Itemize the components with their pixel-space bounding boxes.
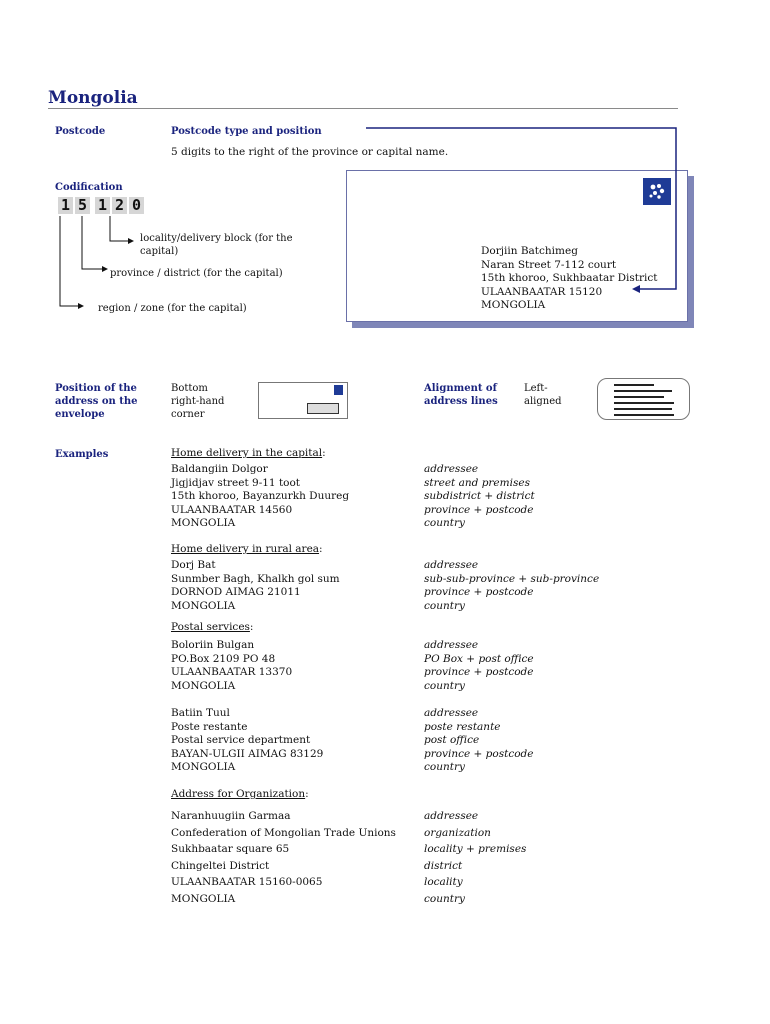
org-heading: Address for Organization: — [171, 788, 309, 800]
postcode-type-label: Postcode type and position — [171, 126, 322, 137]
envelope-line: ULAANBAATAR 15120 — [481, 285, 603, 298]
title-rule — [48, 108, 678, 109]
codification-connectors — [50, 214, 350, 314]
digit-2: 5 — [75, 197, 90, 214]
postcode-label: Postcode — [55, 126, 106, 137]
locality-note-1: locality/delivery block (for the — [140, 233, 293, 244]
digit-5: 0 — [129, 197, 144, 214]
locality-note-2: capital) — [140, 246, 179, 257]
mini-address-icon — [307, 403, 339, 414]
org-notes: addressee organization locality + premises district locality country — [424, 810, 527, 905]
digit-3: 1 — [95, 197, 110, 214]
region-note: region / zone (for the capital) — [98, 303, 247, 314]
restante-notes: addressee poste restante post office province + postcode country — [424, 707, 534, 773]
postcode-digits — [58, 197, 144, 214]
rural-notes: addressee sub-sub-province + sub-province province + postcode country — [424, 559, 600, 612]
postcode-pointer-arrow — [360, 122, 690, 297]
mini-stamp-icon — [334, 385, 343, 395]
left-aligned-lines-icon — [597, 378, 690, 420]
postal-heading: Postal services: — [171, 621, 254, 633]
rural-address: Dorj Bat Sunmber Bagh, Khalkh gol sum DORNOD AIMAG 21011 MONGOLIA — [171, 559, 340, 612]
codification-label: Codification — [55, 182, 123, 193]
page-title: Mongolia — [48, 88, 138, 108]
position-value: Bottom right-hand corner — [171, 383, 225, 420]
digit-4: 2 — [112, 197, 127, 214]
org-address: Naranhuugiin Garmaa Confederation of Mongolian Trade Unions Sukhbaatar square 65 Chingeltei District ULAANBAATAR 15160-0065 MONGOLIA — [171, 810, 396, 905]
postal-address: Boloriin Bulgan PO.Box 2109 PO 48 ULAANBAATAR 13370 MONGOLIA — [171, 639, 293, 692]
rural-heading: Home delivery in rural area: — [171, 543, 323, 555]
capital-notes: addressee street and premises subdistrict + district province + postcode country — [424, 463, 535, 529]
alignment-label: Alignment of address lines — [424, 383, 498, 407]
capital-heading: Home delivery in the capital: — [171, 447, 326, 459]
capital-address: Baldangiin Dolgor Jigjidjav street 9-11 toot 15th khoroo, Bayanzurkh Duureg ULAANBAATAR 14560 MONGOLIA — [171, 463, 350, 529]
postcode-type-desc: 5 digits to the right of the province or capital name. — [171, 146, 449, 158]
alignment-value: Left- aligned — [524, 383, 562, 407]
envelope-line: 15th khoroo, Sukhbaatar District — [481, 272, 658, 284]
postal-notes: addressee PO Box + post office province + postcode country — [424, 639, 534, 692]
envelope-line: MONGOLIA — [481, 299, 546, 311]
restante-address: Batiin Tuul Poste restante Postal service department BAYAN-ULGII AIMAG 83129 MONGOLIA — [171, 707, 324, 773]
examples-label: Examples — [55, 449, 109, 460]
digit-1: 1 — [58, 197, 73, 214]
envelope-line: Naran Street 7-112 court — [481, 258, 617, 271]
position-label: Position of the address on the envelope — [55, 383, 138, 420]
envelope-line: Dorjiin Batchimeg — [481, 245, 578, 257]
province-note: province / district (for the capital) — [110, 268, 283, 279]
